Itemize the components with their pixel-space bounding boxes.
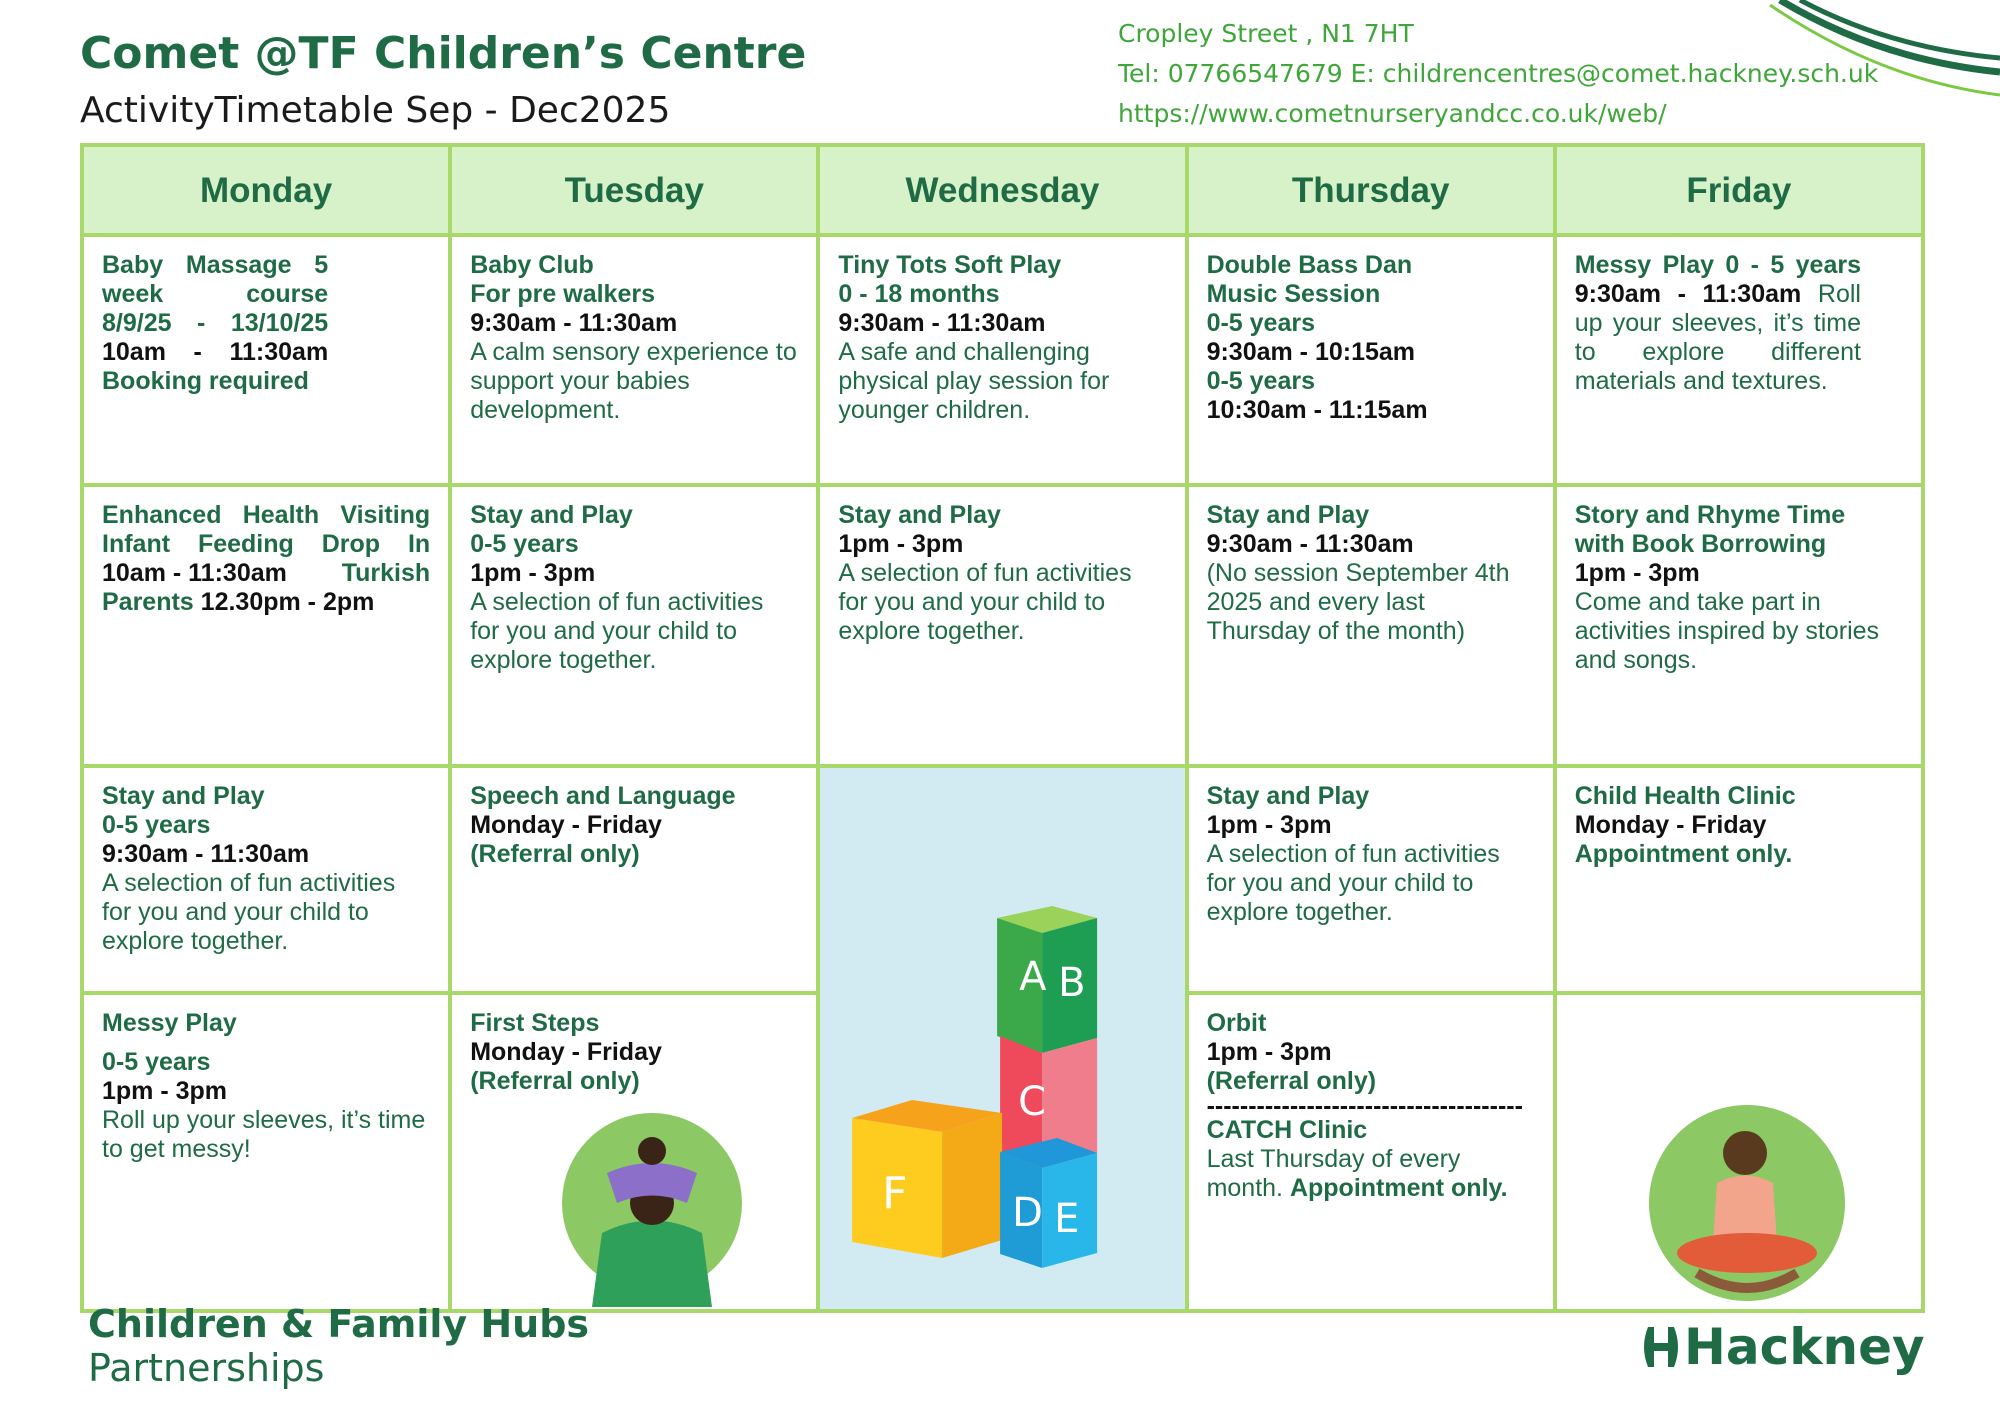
activity-orbit-catch: Orbit 1pm - 3pm (Referral only) -------------------------------------- CATCH Clinic Last Thursday of every month. Appointment only. (1187, 993, 1555, 1311)
activity-messy-play-friday: Messy Play 0 - 5 years 9:30am - 11:30am Roll up your sleeves, it’s time to explore different materials and textures. (1555, 235, 1923, 485)
hackney-h-icon (1638, 1323, 1684, 1371)
activity-stay-and-play-thursday-pm: Stay and Play 1pm - 3pm A selection of fun activities for you and your child to explore together. (1187, 766, 1555, 993)
activity-stay-and-play-thursday: Stay and Play 9:30am - 11:30am (No session September 4th 2025 and every last Thursday of the month) (1187, 485, 1555, 766)
divider: -------------------------------------- (1206, 1095, 1523, 1116)
activity-child-health-clinic: Child Health Clinic Monday - Friday Appointment only. (1555, 766, 1923, 993)
day-header-monday: Monday (82, 145, 450, 235)
activity-baby-club: Baby Club For pre walkers 9:30am - 11:30am A calm sensory experience to support your babies development. (450, 235, 818, 485)
activity-messy-play-monday: Messy Play 0-5 years 1pm - 3pm Roll up your sleeves, it’s time to get messy! (82, 993, 450, 1311)
table-row (82, 766, 1923, 993)
page-subtitle: ActivityTimetable Sep - Dec2025 (80, 90, 671, 131)
table-row (82, 485, 1923, 766)
block-letter-f: F (882, 1168, 908, 1219)
breastfeeding-illustration-cell (1555, 993, 1923, 1311)
block-letter-e: E (1054, 1196, 1080, 1242)
day-header-row (82, 145, 1923, 235)
address: Cropley Street , N1 7HT (1118, 19, 1414, 48)
contact-details: Tel: 07766547679 E: childrencentres@comet.hackney.sch.uk (1118, 59, 1879, 88)
day-header-wednesday: Wednesday (818, 145, 1186, 235)
hackney-logo: Hackney (1638, 1318, 1925, 1376)
block-letter-b: B (1058, 960, 1086, 1006)
day-header-thursday: Thursday (1187, 145, 1555, 235)
block-letter-d: D (1012, 1190, 1044, 1236)
day-header-friday: Friday (1555, 145, 1923, 235)
activity-baby-massage: Baby Massage 5 week course 8/9/25 - 13/10/25 10am - 11:30am Booking required (82, 235, 450, 485)
swoosh-decoration (1760, 0, 2000, 100)
activity-enhanced-health-visiting: Enhanced Health Visiting Infant Feeding Drop In 10am - 11:30am Turkish Parents 12.30pm - 2pm (82, 485, 450, 766)
block-letter-c: C (1018, 1079, 1047, 1125)
breastfeeding-illustration (1637, 1103, 1857, 1303)
activity-story-and-rhyme: Story and Rhyme Time with Book Borrowing 1pm - 3pm Come and take part in activities inspired by stories and songs. (1555, 485, 1923, 766)
timetable (80, 143, 1925, 1313)
abc-blocks-illustration (818, 766, 1186, 1311)
page-title: Comet @TF Children’s Centre (80, 28, 807, 79)
activity-stay-and-play-monday: Stay and Play 0-5 years 9:30am - 11:30am A selection of fun activities for you and your child to explore together. (82, 766, 450, 993)
website-link[interactable]: https://www.cometnurseryandcc.co.uk/web/ (1118, 99, 1667, 128)
activity-stay-and-play-wednesday: Stay and Play 1pm - 3pm A selection of fun activities for you and your child to explore together. (818, 485, 1186, 766)
activity-stay-and-play-tuesday: Stay and Play 0-5 years 1pm - 3pm A selection of fun activities for you and your child to explore together. (450, 485, 818, 766)
day-header-tuesday: Tuesday (450, 145, 818, 235)
activity-first-steps: First Steps Monday - Friday (Referral only) (450, 993, 818, 1311)
table-row (82, 235, 1923, 485)
parent-child-illustration (552, 1113, 752, 1307)
blocks-image (820, 768, 1184, 1302)
activity-speech-and-language: Speech and Language Monday - Friday (Referral only) (450, 766, 818, 993)
activity-tiny-tots: Tiny Tots Soft Play 0 - 18 months 9:30am - 11:30am A safe and challenging physical play session for younger children. (818, 235, 1186, 485)
block-letter-a: A (1019, 954, 1047, 1000)
activity-double-bass-dan: Double Bass Dan Music Session 0-5 years 9:30am - 10:15am 0-5 years 10:30am - 11:15am (1187, 235, 1555, 485)
children-family-hubs-logo: Children & Family Hubs Partnerships (88, 1302, 590, 1390)
